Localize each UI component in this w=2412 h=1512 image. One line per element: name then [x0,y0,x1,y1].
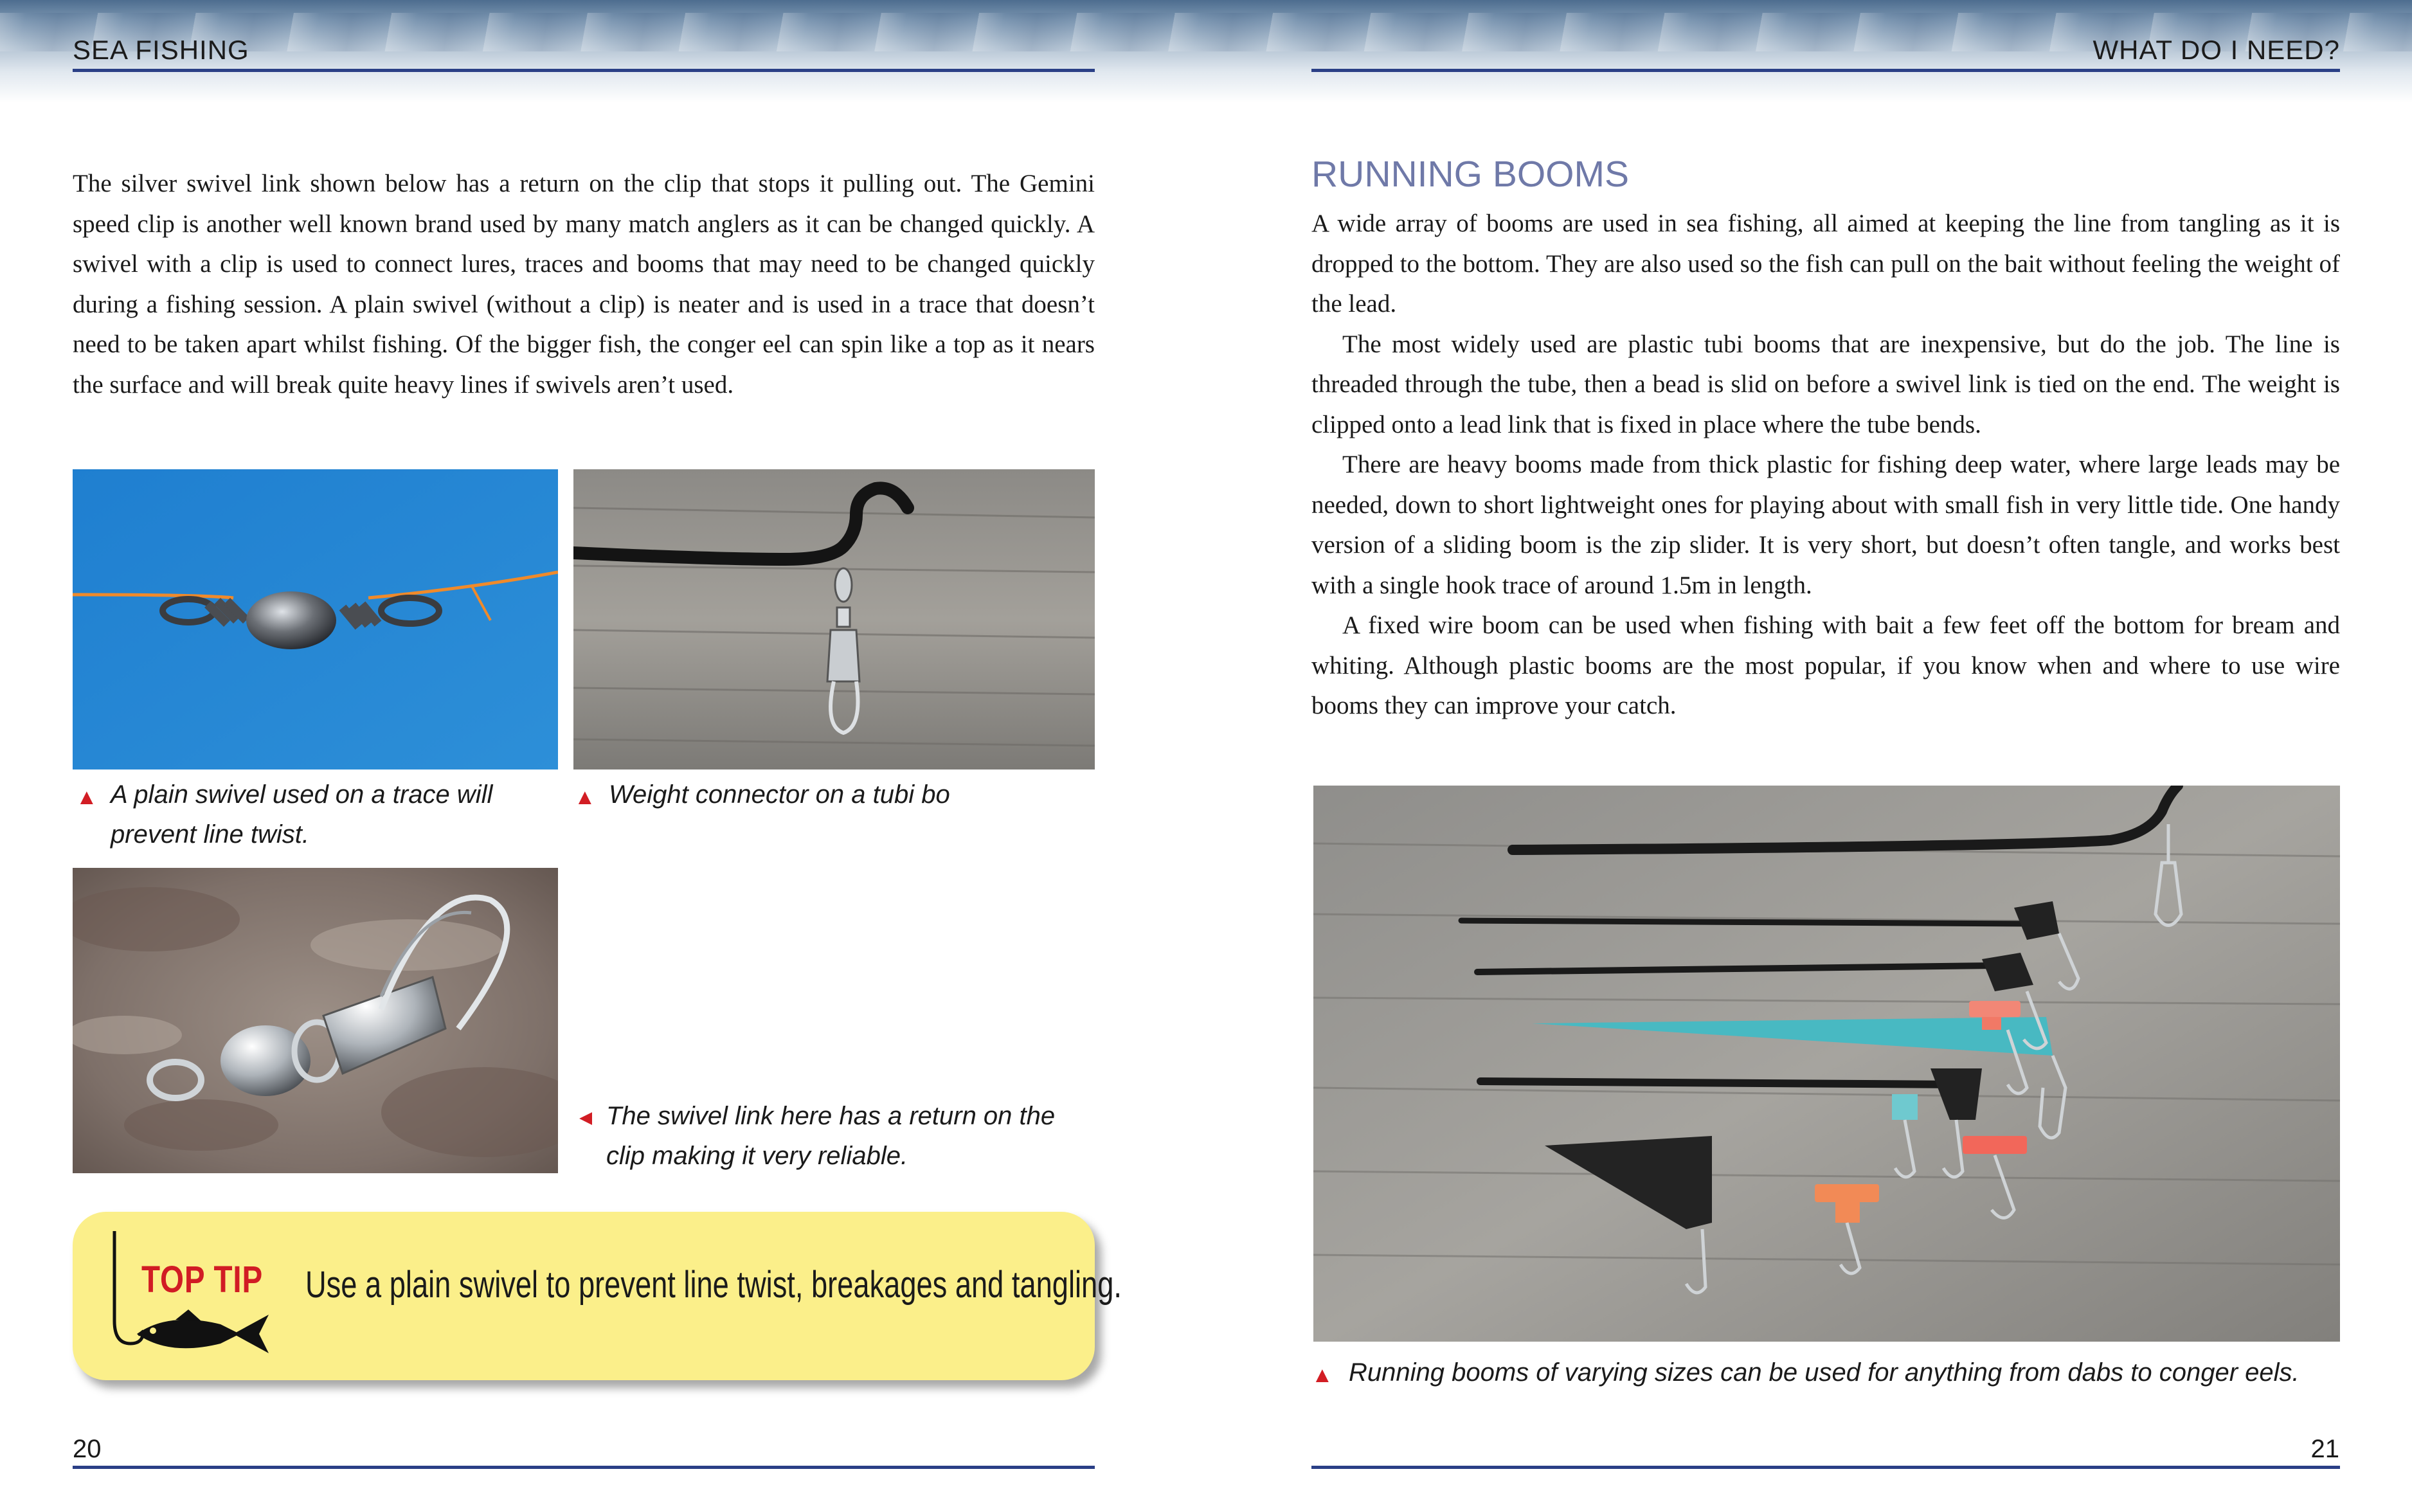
paragraph-4: A fixed wire boom can be used when fishing with bait a few feet off the bottom for bream and whiting. Although plastic booms are the most popular, if you know when and where to use wire booms they can improve your catch. [1311,611,2340,719]
paragraph-1: A wide array of booms are used in sea fishing, all aimed at keeping the line from tangling as it is dropped to the bottom. They are also used so the fish can pull on the bait without feeling the weight of the lead. [1311,210,2340,318]
triangle-bullet-icon: ▲ [574,785,596,809]
swivel-link-photo [73,868,558,1173]
header-rule-left [73,69,1095,72]
running-booms-photo [1313,786,2340,1342]
page-number-left: 20 [73,1435,102,1463]
running-booms-body [1311,204,2340,726]
triangle-bullet-icon: ▲ [572,1108,597,1130]
top-tip-label: TOP TIP [141,1259,263,1300]
top-tip-box [73,1212,1122,1380]
header-sea-texture [0,13,2412,51]
paragraph-3: There are heavy booms made from thick plastic for fishing deep water, where large leads may be needed, down to short lightweight ones for playing about with small fish in very little tide. One handy version of a sliding boom is the zip slider. It is very short, but doesn’t often tangle, and works best with a single hook trace of around 1.5m in length. [1311,451,2340,599]
caption-plain-swivel: ▲ A plain swivel used on a trace will prevent line twist. [76,775,539,854]
running-header-right: WHAT DO I NEED? [2092,35,2340,65]
caption-swivel-link: ▲ The swivel link here has a return on the clip making it very reliable. [574,1096,1095,1176]
caption-weight-connector: ▲ Weight connector on a tubi bo [574,775,1095,815]
top-tip-text: Use a plain swivel to prevent line twist, breakages and tangling. [305,1264,1122,1306]
plain-swivel-photo [73,469,558,770]
triangle-bullet-icon: ▲ [76,785,98,809]
triangle-bullet-icon: ▲ [1311,1363,1333,1387]
weight-connector-photo [573,469,1095,770]
header-rule-right [1311,69,2340,72]
intro-paragraph: The silver swivel link shown below has a return on the clip that stops it pulling out. The Gemini speed clip is another well known brand used by many match anglers as it can be changed quickly. A swivel with a clip is used to connect lures, traces and booms that may need to be changed quickly during a fishing session. A plain swivel (without a clip) is neater and is used in a trace that doesn’t need to be taken apart whilst fishing. Of the bigger fish, the conger eel can spin like a top as it nears the surface and will break quite heavy lines if swivels aren’t used. [73,170,1095,399]
section-title: RUNNING BOOMS [1311,154,1630,195]
footer-rule-left [73,1466,1095,1469]
fish-icon [130,1308,272,1360]
running-header-left: SEA FISHING [73,35,249,65]
caption-running-booms: ▲ Running booms of varying sizes can be used for anything from dabs to conger eels. [1311,1353,2346,1392]
paragraph-2: The most widely used are plastic tubi booms that are inexpensive, but do the job. The line is threaded through the tube, then a bead is slid on before a swivel link is tied on the end. The weight is clipped onto a lead link that is fixed in place where the tube bends. [1311,330,2340,438]
page-number-right: 21 [2310,1435,2339,1463]
footer-rule-right [1311,1466,2340,1469]
